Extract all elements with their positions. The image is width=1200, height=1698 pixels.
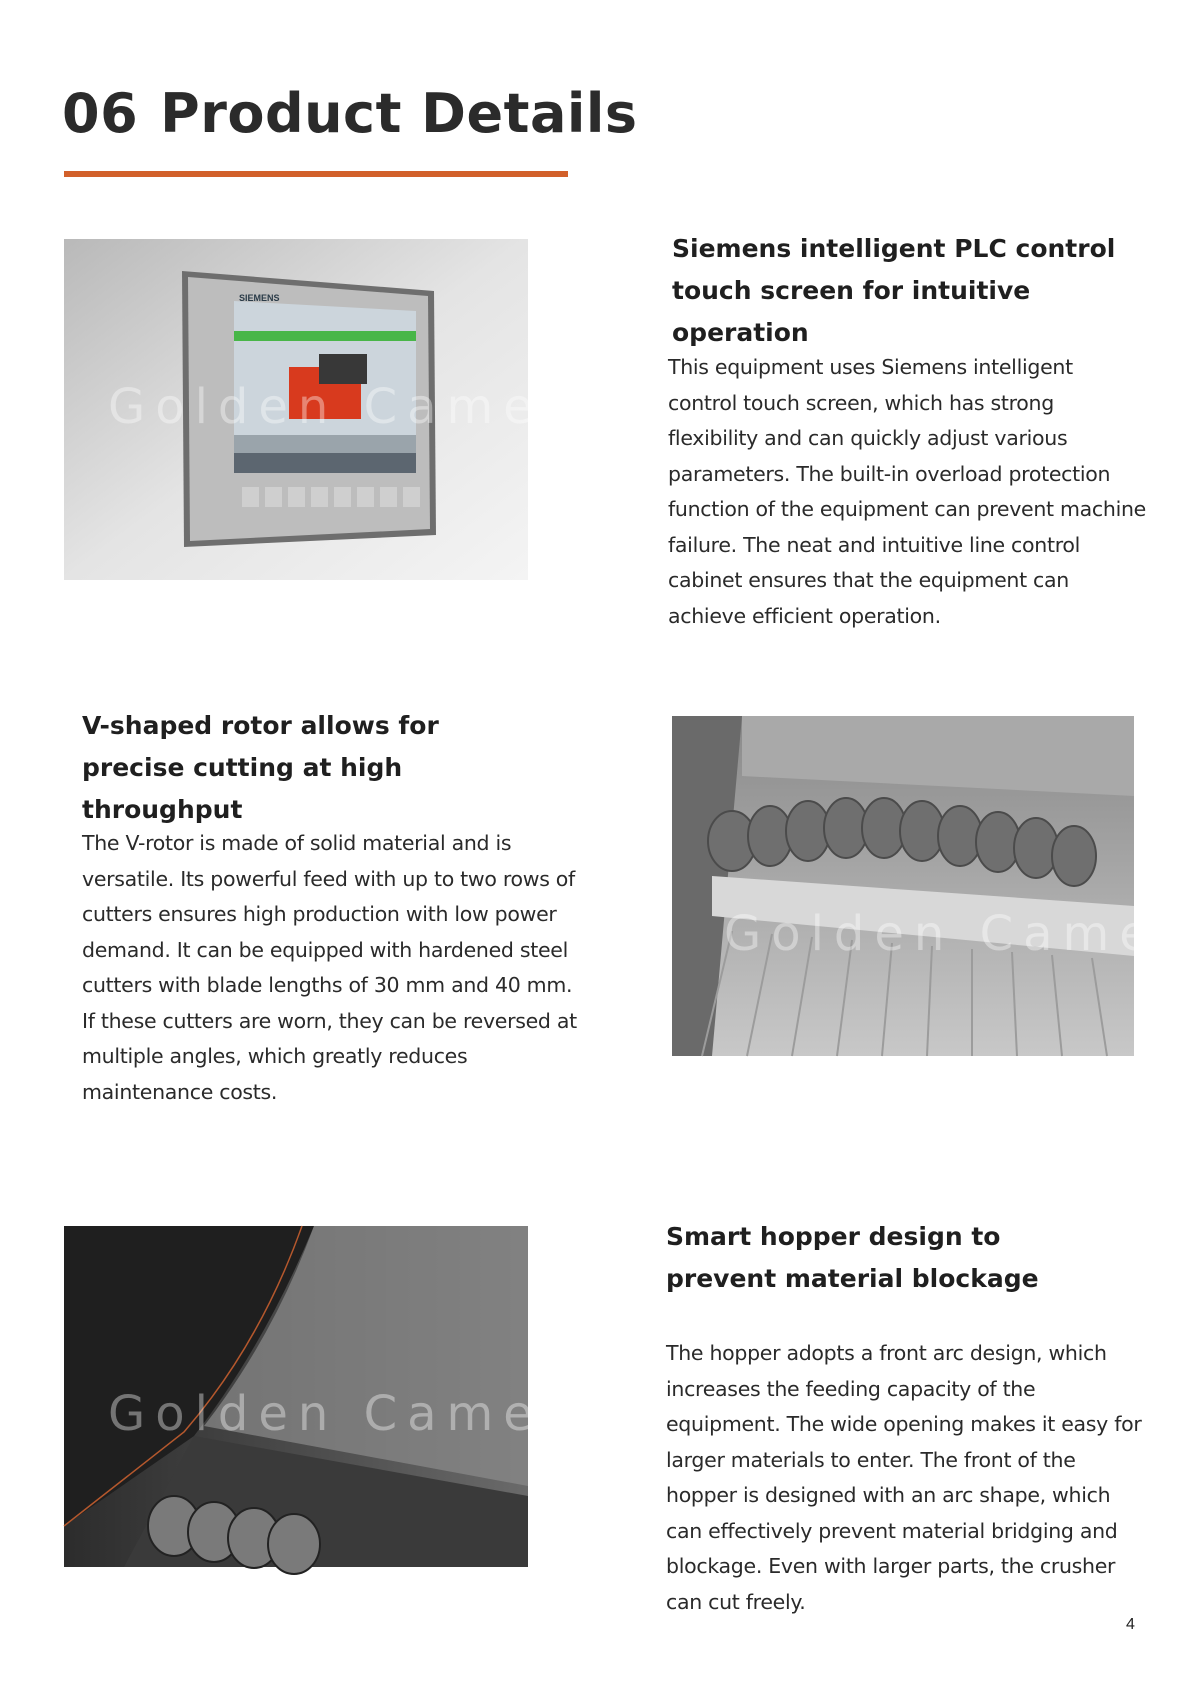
page-number: 4	[1126, 1616, 1135, 1633]
siemens-logo-text: SIEMENS	[239, 293, 280, 303]
watermark-text: Golden Camel	[724, 906, 1183, 962]
rotor-section-body: The V-rotor is made of solid material and is versatile. Its powerful feed with up to two rows of cutters ensures high production with low power demand. It can be equipped with hardened steel cutters with blade lengths of 30 mm and 40 mm. If these cutters are worn, they can be reversed at multiple angles, which greatly reduces maintenance costs.	[82, 831, 577, 1104]
hopper-photo	[64, 1226, 567, 1567]
section-number: 06	[62, 82, 139, 145]
hopper-section-body: The hopper adopts a front arc design, which increases the feeding capacity of the equipment. The wide opening makes it easy for larger materials to enter. The front of the hopper is designed with an arc shape, which can effectively prevent material bridging and blockage. Even with larger parts, the crusher can cut freely.	[666, 1341, 1142, 1614]
plc-section-body: This equipment uses Siemens intelligent control touch screen, which has strong flexibility and can quickly adjust various parameters. The built-in overload protection function of the equipment can prevent machine failure. The neat and intuitive line control cabinet ensures that the equipment can achieve efficient operation.	[668, 355, 1146, 628]
watermark-text: Golden Camel	[108, 379, 567, 435]
title-underline	[64, 171, 568, 177]
watermark-text: Golden Camel	[108, 1386, 567, 1442]
rotor-section-title: V-shaped rotor allows for precise cutting at high throughput	[82, 711, 439, 824]
page-title	[62, 82, 638, 145]
plc-touch-screen-photo	[64, 239, 567, 580]
section-heading: Product Details	[160, 82, 638, 145]
hopper-section-title: Smart hopper design to prevent material blockage	[666, 1222, 1039, 1293]
plc-section-title: Siemens intelligent PLC control touch screen for intuitive operation	[672, 234, 1116, 347]
v-rotor-photo	[672, 716, 1183, 1056]
